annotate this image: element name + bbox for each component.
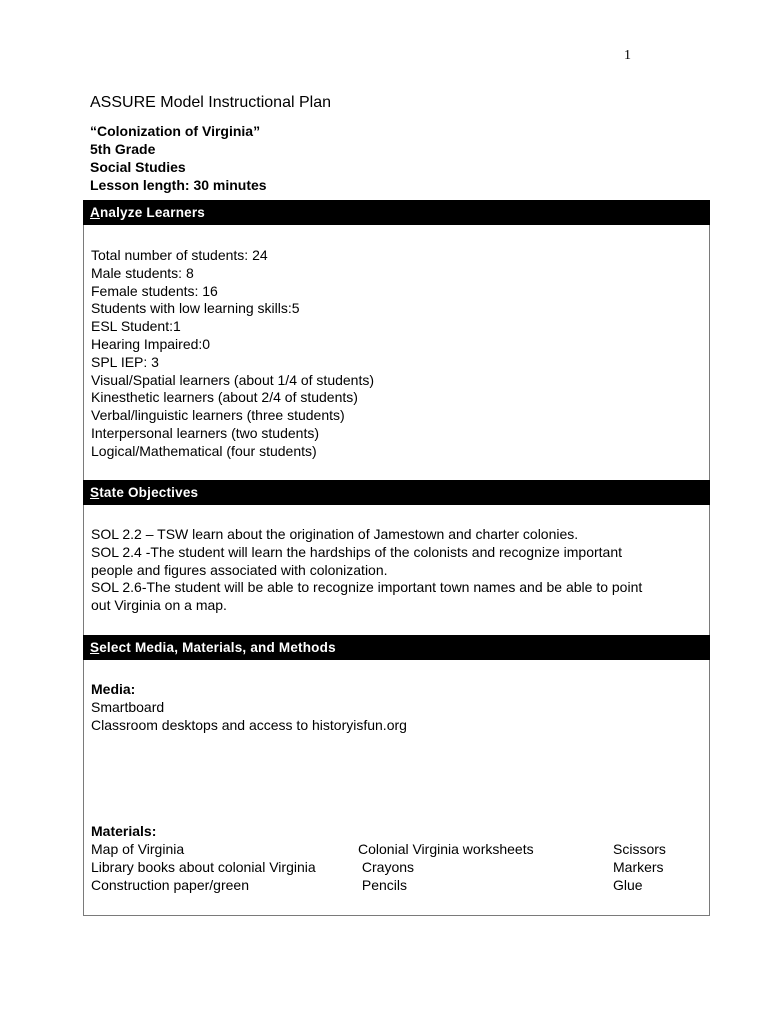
materials-row: [91, 877, 703, 895]
objective-line: SOL 2.4 -The student will learn the hardships of the colonists and recognize important: [91, 543, 622, 560]
learner-line: Female students: 16: [91, 282, 218, 299]
select-media-header: [83, 635, 710, 660]
materials-row: [91, 841, 703, 859]
material-item: Crayons: [358, 858, 415, 875]
objectives-initial: S: [90, 485, 100, 500]
materials-label-block: [91, 823, 703, 841]
analyze-title: nalyze Learners: [99, 205, 206, 220]
material-item: Map of Virginia: [91, 841, 185, 857]
material-item: Pencils: [358, 876, 408, 893]
objective-line: SOL 2.6-The student will be able to recognize important town names and be able to point: [91, 579, 643, 596]
lesson-subject: Social Studies: [90, 159, 186, 175]
material-item: Scissors: [613, 841, 666, 857]
state-objectives-header: [83, 480, 710, 505]
material-item: Construction paper/green: [91, 876, 249, 893]
material-item: Colonial Virginia worksheets: [358, 841, 534, 857]
learner-line: Students with low learning skills:5: [91, 300, 300, 317]
media-item: Smartboard: [91, 698, 165, 715]
learner-line: Visual/Spatial learners (about 1/4 of students): [91, 371, 375, 388]
learner-line: Logical/Mathematical (four students): [91, 442, 317, 459]
material-item: Library books about colonial Virginia: [91, 858, 316, 875]
material-item: Markers: [613, 858, 664, 875]
learner-line: Total number of students: 24: [91, 247, 268, 263]
media-section-title: elect Media, Materials, and Methods: [99, 640, 336, 655]
materials-row: [91, 859, 703, 877]
objectives-title: tate Objectives: [99, 485, 199, 500]
analyze-initial: A: [90, 205, 100, 220]
lesson-length: Lesson length: 30 minutes: [90, 177, 267, 193]
media-item: Classroom desktops and access to historyisfun.org: [91, 716, 407, 733]
lesson-topic: “Colonization of Virginia”: [90, 123, 261, 139]
material-item: Glue: [613, 876, 643, 893]
document-title: ASSURE Model Instructional Plan: [90, 94, 331, 111]
objective-line: people and figures associated with colonization.: [91, 561, 388, 578]
plan-table: [83, 200, 710, 916]
page-number: 1: [624, 48, 631, 63]
state-objectives-body: [91, 526, 703, 615]
analyze-learners-header: [83, 200, 710, 225]
learner-line: Hearing Impaired:0: [91, 335, 211, 352]
learner-line: ESL Student:1: [91, 318, 181, 335]
learner-line: Verbal/linguistic learners (three students): [91, 407, 345, 424]
media-initial: S: [90, 640, 100, 655]
learner-line: Interpersonal learners (two students): [91, 424, 319, 441]
lesson-grade: 5th Grade: [90, 141, 156, 157]
objective-line: out Virginia on a map.: [91, 597, 227, 614]
lesson-info: [90, 122, 267, 194]
media-label: Media:: [91, 681, 136, 697]
objective-line: SOL 2.2 – TSW learn about the origination of Jamestown and charter colonies.: [91, 526, 579, 542]
learner-line: Kinesthetic learners (about 2/4 of students): [91, 389, 358, 406]
materials-label: Materials:: [91, 823, 157, 839]
analyze-learners-body: [91, 247, 703, 461]
learner-line: SPL IEP: 3: [91, 353, 159, 370]
media-body: [91, 681, 703, 734]
materials-grid: [91, 841, 703, 894]
learner-line: Male students: 8: [91, 264, 194, 281]
